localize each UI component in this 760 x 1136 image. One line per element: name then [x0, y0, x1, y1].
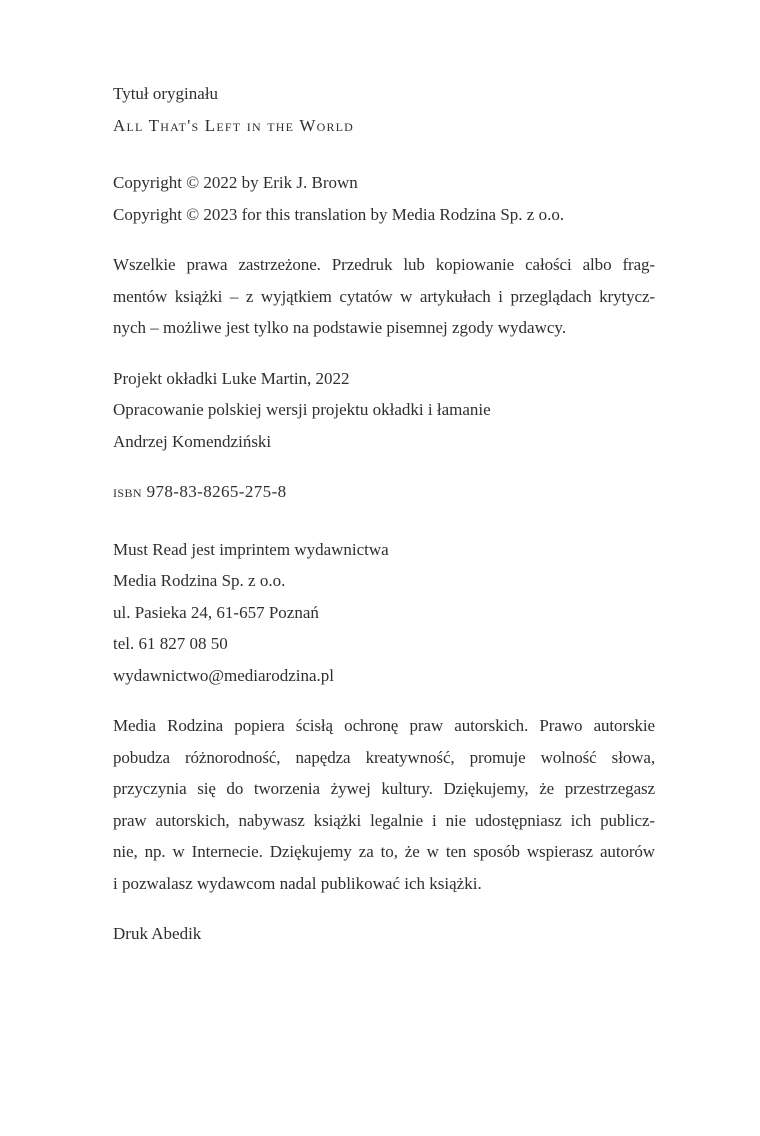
print-credit-block	[113, 918, 655, 950]
rights-notice-line: nych – możliwe jest tylko na podstawie pisemnej zgody wydawcy.	[113, 318, 567, 337]
designer-name: Andrzej Komendziński	[113, 431, 272, 451]
copyright-statement-block	[113, 710, 655, 899]
rights-notice-block	[113, 249, 655, 344]
print-credit: Druk Abedik	[113, 924, 202, 943]
cover-design-credit: Projekt okładki Luke Martin, 2022	[113, 368, 350, 388]
copyright-statement-line: pobudza różnorodność, napędza kreatywność, promuje wolność słowa,	[113, 747, 655, 767]
isbn-block	[113, 476, 655, 508]
isbn-number: isbn 978-83-8265-275-8	[113, 482, 287, 501]
copyright-statement-line: praw autorskich, nabywasz książki legalnie i nie udostępniasz ich publicz-	[113, 810, 655, 830]
original-title: All That's Left in the World	[113, 115, 355, 135]
original-title-block	[113, 78, 655, 141]
copyright-author: Copyright © 2022 by Erik J. Brown	[113, 173, 358, 192]
polish-adaptation-credit: Opracowanie polskiej wersji projektu okładki i łamanie	[113, 400, 491, 419]
credits-block	[113, 363, 655, 458]
copyright-statement-line: i pozwalasz wydawcom nadal publikować ich książki.	[113, 873, 482, 893]
copyright-statement-line: nie, np. w Internecie. Dziękujemy za to, że w ten sposób wspierasz autorów	[113, 842, 655, 861]
copyright-statement-line: Media Rodzina popiera ścisłą ochronę praw autorskich. Prawo autorskie	[113, 716, 655, 735]
publisher-name: Media Rodzina Sp. z o.o.	[113, 571, 286, 590]
publisher-email: wydawnictwo@mediarodzina.pl	[113, 665, 335, 685]
copyright-translation: Copyright © 2023 for this translation by Media Rodzina Sp. z o.o.	[113, 204, 565, 224]
imprint-line: Must Read jest imprintem wydawnictwa	[113, 539, 389, 559]
rights-notice-line: mentów książki – z wyjątkiem cytatów w artykułach i przeglądach krytycz-	[113, 286, 655, 306]
publisher-block	[113, 534, 655, 692]
publisher-address: ul. Pasieka 24, 61-657 Poznań	[113, 602, 319, 622]
copyright-statement-line: przyczynia się do tworzenia żywej kultury. Dziękujemy, że przestrzegasz	[113, 779, 655, 798]
rights-notice-line: Wszelkie prawa zastrzeżone. Przedruk lub kopiowanie całości albo frag-	[113, 255, 655, 274]
original-title-label: Tytuł oryginału	[113, 84, 219, 103]
copyright-block	[113, 167, 655, 230]
publisher-phone: tel. 61 827 08 50	[113, 634, 228, 653]
